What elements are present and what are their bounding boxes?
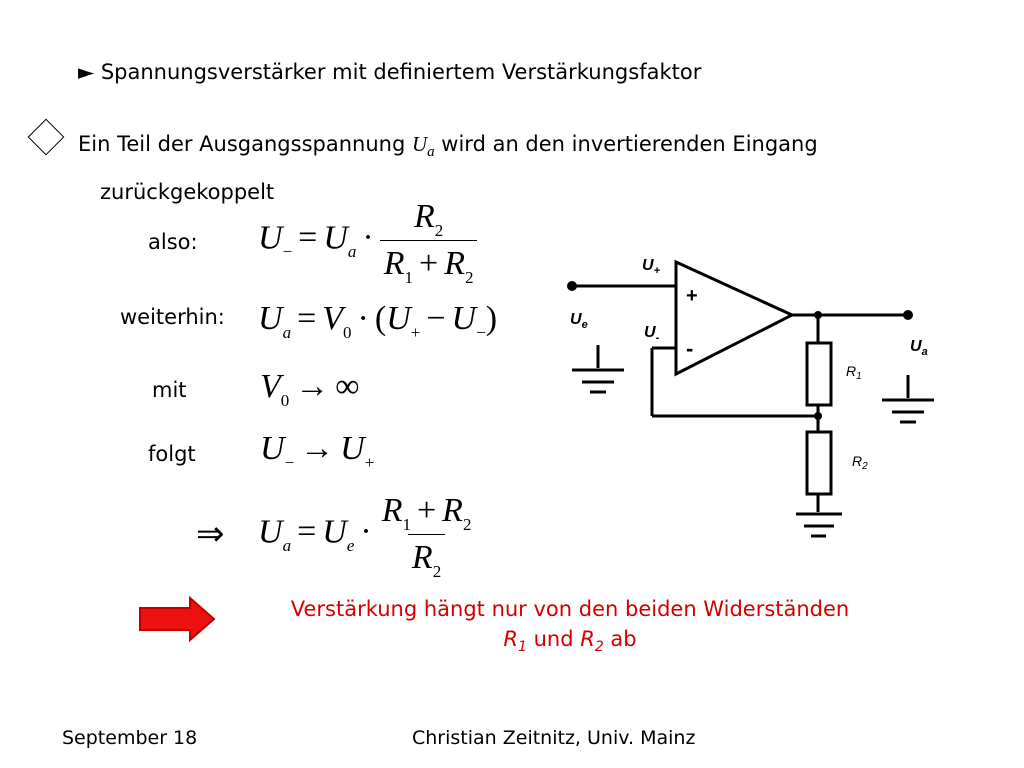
resistor-r2 [807, 432, 831, 494]
result-statement [240, 594, 900, 662]
bullet-text [78, 124, 938, 212]
bullet-line1-before: Ein Teil der Ausgangsspannung [78, 132, 412, 156]
bullet-line2: zurückgekoppelt [100, 180, 275, 205]
formula-gain-infinite: $V_0$ → ∞ [260, 368, 360, 410]
terminal-ue [567, 281, 577, 291]
slide-heading: ► Spannungsverstärker mit definiertem Verstärkungsfaktor [78, 60, 702, 84]
label-folgt: folgt [148, 442, 196, 466]
opamp-minus-sign: - [686, 336, 694, 361]
terminal-ua [903, 310, 913, 320]
resistor-r1 [807, 343, 831, 405]
footer-date: September 18 [62, 727, 198, 749]
footer-author: Christian Zeitnitz, Univ. Mainz [412, 727, 696, 749]
label-ua: $U_a$ [910, 338, 928, 358]
label-mit: mit [152, 378, 187, 402]
result-line1: Verstärkung hängt nur von den beiden Widerständen [290, 597, 850, 621]
formula-feedback-divider: $U_- = U_a$ · $\frac{R_2}{R_1 + R_2}$ [258, 200, 477, 281]
opamp-plus-sign: + [686, 285, 698, 307]
opamp-circuit-diagram [560, 240, 960, 560]
implies-symbol: ⇒ [196, 516, 225, 553]
label-r2: $R_2$ [852, 453, 868, 472]
node-feedback [814, 412, 822, 420]
node-output [814, 311, 822, 319]
bullet-symbol: $U_a$ [411, 132, 435, 161]
label-r1: $R_1$ [846, 363, 862, 382]
label-weiterhin: weiterhin: [120, 305, 225, 329]
formula-open-loop-gain: $U_a = V_0 \cdot (U_+ - U_-)$ [258, 300, 498, 342]
opamp-triangle [676, 262, 792, 374]
formula-inputs-equal: $U_- \to U_+$ [260, 430, 375, 472]
diamond-bullet-icon [28, 119, 65, 156]
label-u-plus: $U_+$ [642, 257, 660, 277]
label-u-minus: $U_-$ [644, 324, 660, 344]
bullet-line1-after: wird an den invertierenden Eingang [434, 132, 818, 156]
label-also: also: [148, 230, 198, 254]
formula-result-gain: $U_a = U_e$ · $\frac{R_1 + R_2}{R_2}$ [258, 492, 472, 581]
label-ue: $U_e$ [570, 311, 588, 331]
red-arrow-icon [138, 596, 216, 642]
result-line2: $R_1$ und $R_2$ ab [503, 627, 637, 656]
